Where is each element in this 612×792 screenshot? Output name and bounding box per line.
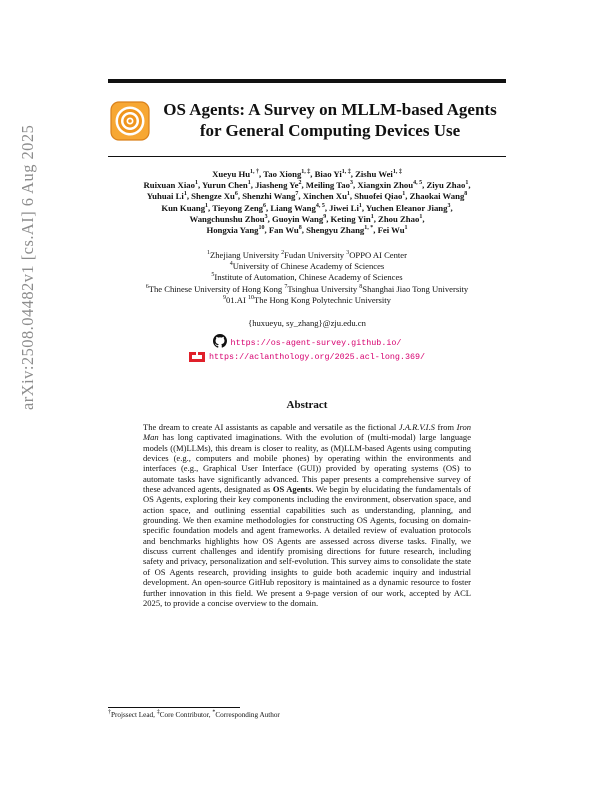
top-rule [108,79,506,83]
footnote-rule [108,707,240,708]
title-rule [108,156,506,157]
abstract-body: The dream to create AI assistants as capable and versatile as the fictional J.A.R.V.I.S from Iron Man has long captivated imaginations. With the evolution of (multi-modal) large language models ((M)LLMs), this dream is closer to reality, as (M)LLM-based Agents using computing devices (e.g., computers and mobile phones) by operating within the environments and interfaces (e.g., Graphical User Interface (GUI)) provided by operating systems (OS) to automate tasks have significantly advanced. This paper presents a comprehensive survey of these advanced agents, designated as OS Agents. We begin by elucidating the fundamentals of OS Agents, exploring their key components including the environment, observation space, and action space, and outlining essential capabilities such as understanding, planning, and grounding. We then examine methodologies for constructing OS Agents, focusing on domain-specific foundation models and agent frameworks. A detailed review of evaluation protocols and benchmarks highlights how OS Agents are assessed across diverse tasks. Finally, we discuss current challenges and identify promising directions for future research, including safety and privacy, personalization and self-evolution. This survey aims to consolidate the state of OS Agents research, providing insights to guide both academic inquiry and industrial development. An open-source GitHub repository is maintained as a dynamic resource to foster further innovation in this field. We present a 9-page version of our work, accepted by ACL 2025, to provide a concise overview to the domain. [143,422,472,608]
acl-link-row[interactable] [108,352,506,362]
affiliation-line: $^5$Institute of Automation, Chinese Academy of Sciences [211,272,403,283]
target-logo-icon [110,101,150,141]
acl-logo-icon [189,352,205,362]
contact-email: {huxueyu, sy_zhang}@zju.edu.cn [248,318,366,328]
author-line: Ruixuan Xiao$^1$, Yurun Chen$^1$, Jiasheng Ye$^2$, Meiling Tao$^3$, Xiangxin Zhou$^{4, 5}$, Ziyu Zhao$^1$, [143,180,471,191]
title-line-1: OS Agents: A Survey on MLLM-based Agents [163,100,497,119]
author-list [108,169,506,236]
affiliation-line: $^4$University of Chinese Academy of Sciences [229,261,385,272]
affiliation-line: $^1$Zhejiang University $^2$Fudan University $^3$OPPO AI Center [207,250,407,260]
github-url[interactable]: https://os-agent-survey.github.io/ [230,338,402,348]
author-line: Wangchunshu Zhou$^3$, Guoyin Wang$^9$, Keting Yin$^1$, Zhou Zhao$^1$, [189,213,425,224]
author-line: Hongxia Yang$^{10}$, Fan Wu$^8$, Shengyu Zhang$^{1, *}$, Fei Wu$^1$ [206,225,408,236]
title-line-2: for General Computing Devices Use [199,121,461,140]
author-line: Kun Kuang$^1$, Tieyong Zeng$^6$, Liang Wang$^{4, 5}$, Jiwei Li$^1$, Yuchen Eleanor Jiang$^3$, [161,202,453,213]
acl-url[interactable]: https://aclanthology.org/2025.acl-long.369/ [208,352,426,362]
github-link-row[interactable] [108,334,506,348]
abstract-heading: Abstract [286,399,328,411]
affiliation-line: $^9$01.AI $^{10}$The Hong Kong Polytechnic University [223,294,391,305]
author-line: Xueyu $Hu^{1, \dagger}$, Tao Xiong$^{1, \ddagger}$, Biao $Yi^{1, \ddagger}$, Zishu Wei$^{1, \ddagger}$ [212,169,402,179]
affiliation-line: $^6$The Chinese University of Hong Kong $^7$Tsinghua University $^8$Shanghai Jiao Tong University [145,283,469,294]
github-icon [213,334,227,348]
author-line: Yuhuai Li$^1$, Shengze Xu$^6$, Shenzhi Wang$^7$, Xinchen Xu$^1$, Shuofei Qiao$^1$, Zhaokai Wang$^8$ [146,191,468,202]
affiliation-list [108,250,506,306]
arxiv-side-stamp: arXiv:2508.04482v1 [cs.AI] 6 Aug 2025 [18,124,37,410]
paper-title [156,99,504,141]
footnote: †Projssect Lead, ‡Core Contributor, *Corresponding Author [108,709,280,719]
